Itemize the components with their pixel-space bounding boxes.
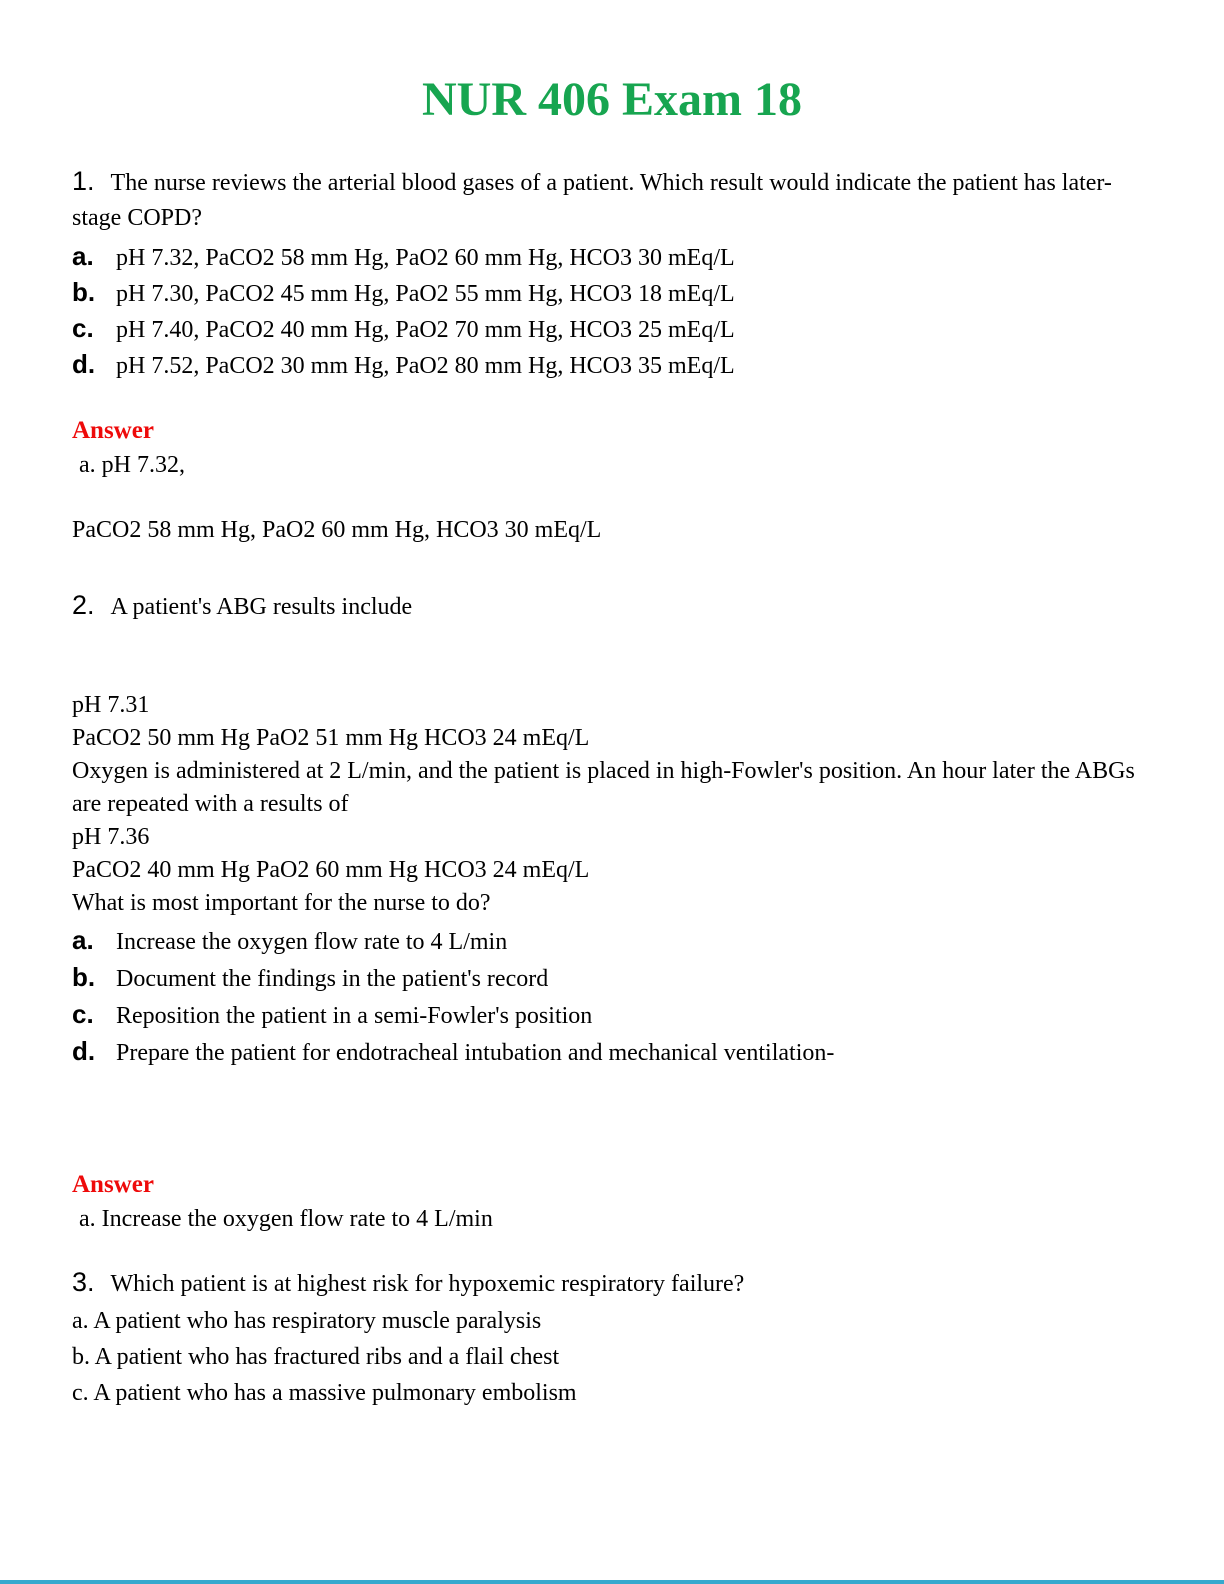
bottom-accent-bar [0,1580,1224,1584]
question-2-prompt: What is most important for the nurse to do? [72,890,491,916]
question-2-answer-label: Answer [72,1171,154,1198]
option-letter: a. [72,241,94,271]
question-3-option-a: a. A patient who has respiratory muscle paralysis [72,1308,542,1334]
question-1-option-a [72,239,1152,275]
question-1-number: 1. [72,166,95,196]
option-text: pH 7.30, PaCO2 45 mm Hg, PaO2 55 mm Hg, HCO3 18 mEq/L [116,281,735,307]
abg-value-line: pH 7.31 [72,692,150,718]
abg-value-line: PaCO2 40 mm Hg PaO2 60 mm Hg HCO3 24 mEq/L [72,857,590,883]
question-1-option-d [72,347,1152,383]
question-1-option-b [72,275,1152,311]
option-text: Increase the oxygen flow rate to 4 L/min [116,929,508,955]
abg-value-line: PaCO2 50 mm Hg PaO2 51 mm Hg HCO3 24 mEq/L [72,725,590,751]
option-letter: c. [72,999,94,1029]
option-text: pH 7.40, PaCO2 40 mm Hg, PaO2 70 mm Hg, HCO3 25 mEq/L [116,317,735,343]
question-1-body: The nurse reviews the arterial blood gases of a patient. Which result would indicate the patient has later-stage COPD? [72,170,1112,231]
option-text: pH 7.32, PaCO2 58 mm Hg, PaO2 60 mm Hg, HCO3 30 mEq/L [116,245,735,271]
option-text: pH 7.52, PaCO2 30 mm Hg, PaO2 80 mm Hg, HCO3 35 mEq/L [116,353,735,379]
option-letter: d. [72,349,96,379]
scenario-line: Oxygen is administered at 2 L/min, and the patient is placed in high-Fowler's position. An hour later the ABGs are repeated with a results of [72,758,1135,817]
question-1-answer-values: PaCO2 58 mm Hg, PaO2 60 mm Hg, HCO3 30 mEq/L [72,517,602,543]
question-2-answer-text: a. Increase the oxygen flow rate to 4 L/min [79,1206,493,1232]
question-2-options [72,923,1152,1071]
option-letter: b. [72,962,96,992]
question-3-option-c: c. A patient who has a massive pulmonary embolism [72,1380,577,1406]
option-text: Document the findings in the patient's record [116,966,549,992]
option-letter: a. [72,925,94,955]
option-letter: d. [72,1036,96,1066]
question-2-option-d [72,1034,1152,1071]
question-3-text [72,1265,1152,1302]
question-3-options [72,1303,1152,1411]
page-title: NUR 406 Exam 18 [422,73,802,126]
question-1-answer-label: Answer [72,417,154,444]
option-text: Prepare the patient for endotracheal intubation and mechanical ventilation- [116,1040,835,1066]
question-2-option-b [72,960,1152,997]
question-2-body: A patient's ABG results include [110,594,413,620]
question-1-option-c [72,311,1152,347]
question-1-answer-text: a. pH 7.32, [79,452,185,478]
question-2-details [72,689,1152,920]
question-3-option-b: b. A patient who has fractured ribs and a flail chest [72,1344,560,1370]
question-2-option-c [72,997,1152,1034]
option-letter: b. [72,277,96,307]
question-2-option-a [72,923,1152,960]
question-3-number: 3. [72,1267,95,1297]
question-2-text [72,588,1152,625]
option-text: Reposition the patient in a semi-Fowler's position [116,1003,593,1029]
question-2-number: 2. [72,590,95,620]
question-3-body: Which patient is at highest risk for hypoxemic respiratory failure? [110,1271,745,1297]
question-1-text [72,164,1152,236]
question-1-options [72,239,1152,383]
abg-value-line: pH 7.36 [72,824,150,850]
option-letter: c. [72,313,94,343]
